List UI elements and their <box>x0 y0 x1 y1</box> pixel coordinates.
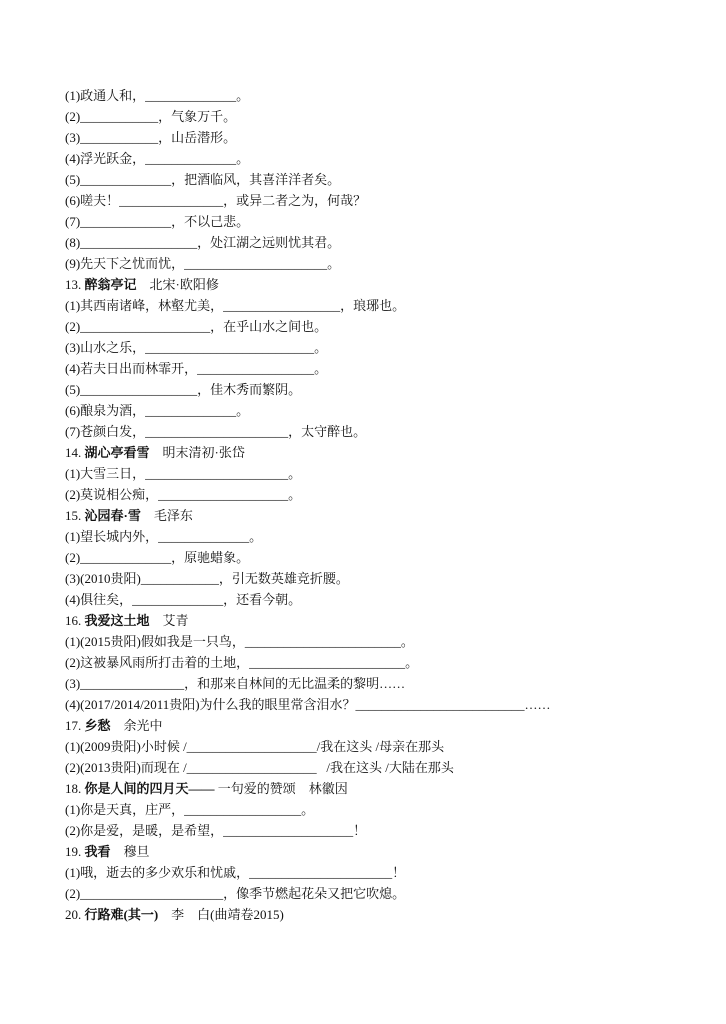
section-number: 14. <box>65 445 85 460</box>
fill-in-blank-item: (3)________________，和那来自林间的无比温柔的黎明…… <box>65 676 406 691</box>
section-heading <box>65 715 685 736</box>
fill-in-blank-item: (4)俱往矣，______________，还看今朝。 <box>65 592 302 607</box>
fill-in-blank-item: (2)莫说相公痴，____________________。 <box>65 487 302 502</box>
section-author: 毛泽东 <box>140 508 193 523</box>
fill-in-blank-item: (5)______________，把酒临风，其喜洋洋者矣。 <box>65 172 341 187</box>
fill-in-blank-item: (3)(2010贵阳)____________，引无数英雄竞折腰。 <box>65 571 349 586</box>
section-number: 18. <box>65 781 85 796</box>
section-number: 20. <box>65 907 85 922</box>
section-title: 行路难(其一) <box>84 907 159 922</box>
section-number: 16. <box>65 613 85 628</box>
section-heading <box>65 841 685 862</box>
section-title: 醉翁亭记 <box>84 277 137 292</box>
fill-in-blank-item: (4)浮光跃金，______________。 <box>65 151 250 166</box>
section-author: 北宋·欧阳修 <box>136 277 219 292</box>
fill-in-blank-item: (8)__________________，处江湖之远则忧其君。 <box>65 235 341 250</box>
section-number: 15. <box>65 508 85 523</box>
fill-in-blank-item: (1)哦，逝去的多少欢乐和忧戚，______________________！ <box>65 865 406 880</box>
fill-in-blank-item: (9)先天下之忧而忧，______________________。 <box>65 256 341 271</box>
section-heading <box>65 778 685 799</box>
fill-in-blank-item: (1)望长城内外，______________。 <box>65 529 263 544</box>
fill-in-blank-item: (2)____________________，在乎山水之间也。 <box>65 319 328 334</box>
section-author: 明末清初·张岱 <box>149 445 245 460</box>
fill-in-blank-item: (2)______________，原驰蜡象。 <box>65 550 250 565</box>
fill-in-blank-item: (2)这被暴风雨所打击着的土地，________________________。 <box>65 655 419 670</box>
section-heading <box>65 904 685 925</box>
section-heading <box>65 505 685 526</box>
fill-in-blank-item: (7)苍颜白发，______________________，太守醉也。 <box>65 424 367 439</box>
section-author: 一句爱的赞颂 林徽因 <box>214 781 348 796</box>
section-heading <box>65 274 685 295</box>
fill-in-blank-item: (5)__________________，佳木秀而繁阴。 <box>65 382 302 397</box>
fill-in-blank-item: (2)(2013贵阳)而现在 /____________________ /我在这头 /大陆在那头 <box>65 760 454 775</box>
section-title: 我看 <box>84 844 111 859</box>
section-number: 17. <box>65 718 85 733</box>
section-heading <box>65 610 685 631</box>
fill-in-blank-item: (2)你是爱，是暖，是希望，____________________！ <box>65 823 367 838</box>
section-title: 湖心亭看雪 <box>84 445 150 460</box>
fill-in-blank-item: (1)政通人和，______________。 <box>65 88 250 103</box>
fill-in-blank-item: (3)山水之乐，__________________________。 <box>65 340 328 355</box>
section-number: 13. <box>65 277 85 292</box>
section-heading <box>65 442 685 463</box>
fill-in-blank-item: (2)______________________，像季节燃起花朵又把它吹熄。 <box>65 886 406 901</box>
section-author: 艾青 <box>149 613 189 628</box>
fill-in-blank-item: (1)(2015贵阳)假如我是一只鸟，________________________。 <box>65 634 414 649</box>
section-author: 穆旦 <box>110 844 150 859</box>
section-title: 我爱这土地 <box>84 613 150 628</box>
fill-in-blank-item: (1)其西南诸峰，林壑尤美，__________________，琅琊也。 <box>65 298 406 313</box>
section-author: 余光中 <box>110 718 163 733</box>
fill-in-blank-item: (3)____________，山岳潜形。 <box>65 130 237 145</box>
fill-in-blank-item: (1)你是天真，庄严，__________________。 <box>65 802 315 817</box>
section-number: 19. <box>65 844 85 859</box>
fill-in-blank-item: (6)酿泉为酒，______________。 <box>65 403 250 418</box>
section-author: 李 白(曲靖卷2015) <box>158 907 284 922</box>
fill-in-blank-item: (2)____________，气象万千。 <box>65 109 237 124</box>
section-title: 沁园春·雪 <box>84 508 141 523</box>
fill-in-blank-item: (1)(2009贵阳)小时候 /____________________/我在这头 /母亲在那头 <box>65 739 445 754</box>
fill-in-blank-item: (4)(2017/2014/2011贵阳)为什么我的眼里常含泪水？__________________________…… <box>65 697 551 712</box>
fill-in-blank-item: (1)大雪三日，______________________。 <box>65 466 302 481</box>
section-title: 你是人间的四月天—— <box>84 781 215 796</box>
fill-in-blank-item: (6)嗟夫！________________，或异二者之为，何哉？ <box>65 193 367 208</box>
worksheet-document <box>65 85 685 925</box>
fill-in-blank-item: (7)______________，不以己悲。 <box>65 214 250 229</box>
section-title: 乡愁 <box>84 718 111 733</box>
fill-in-blank-item: (4)若夫日出而林霏开，__________________。 <box>65 361 328 376</box>
